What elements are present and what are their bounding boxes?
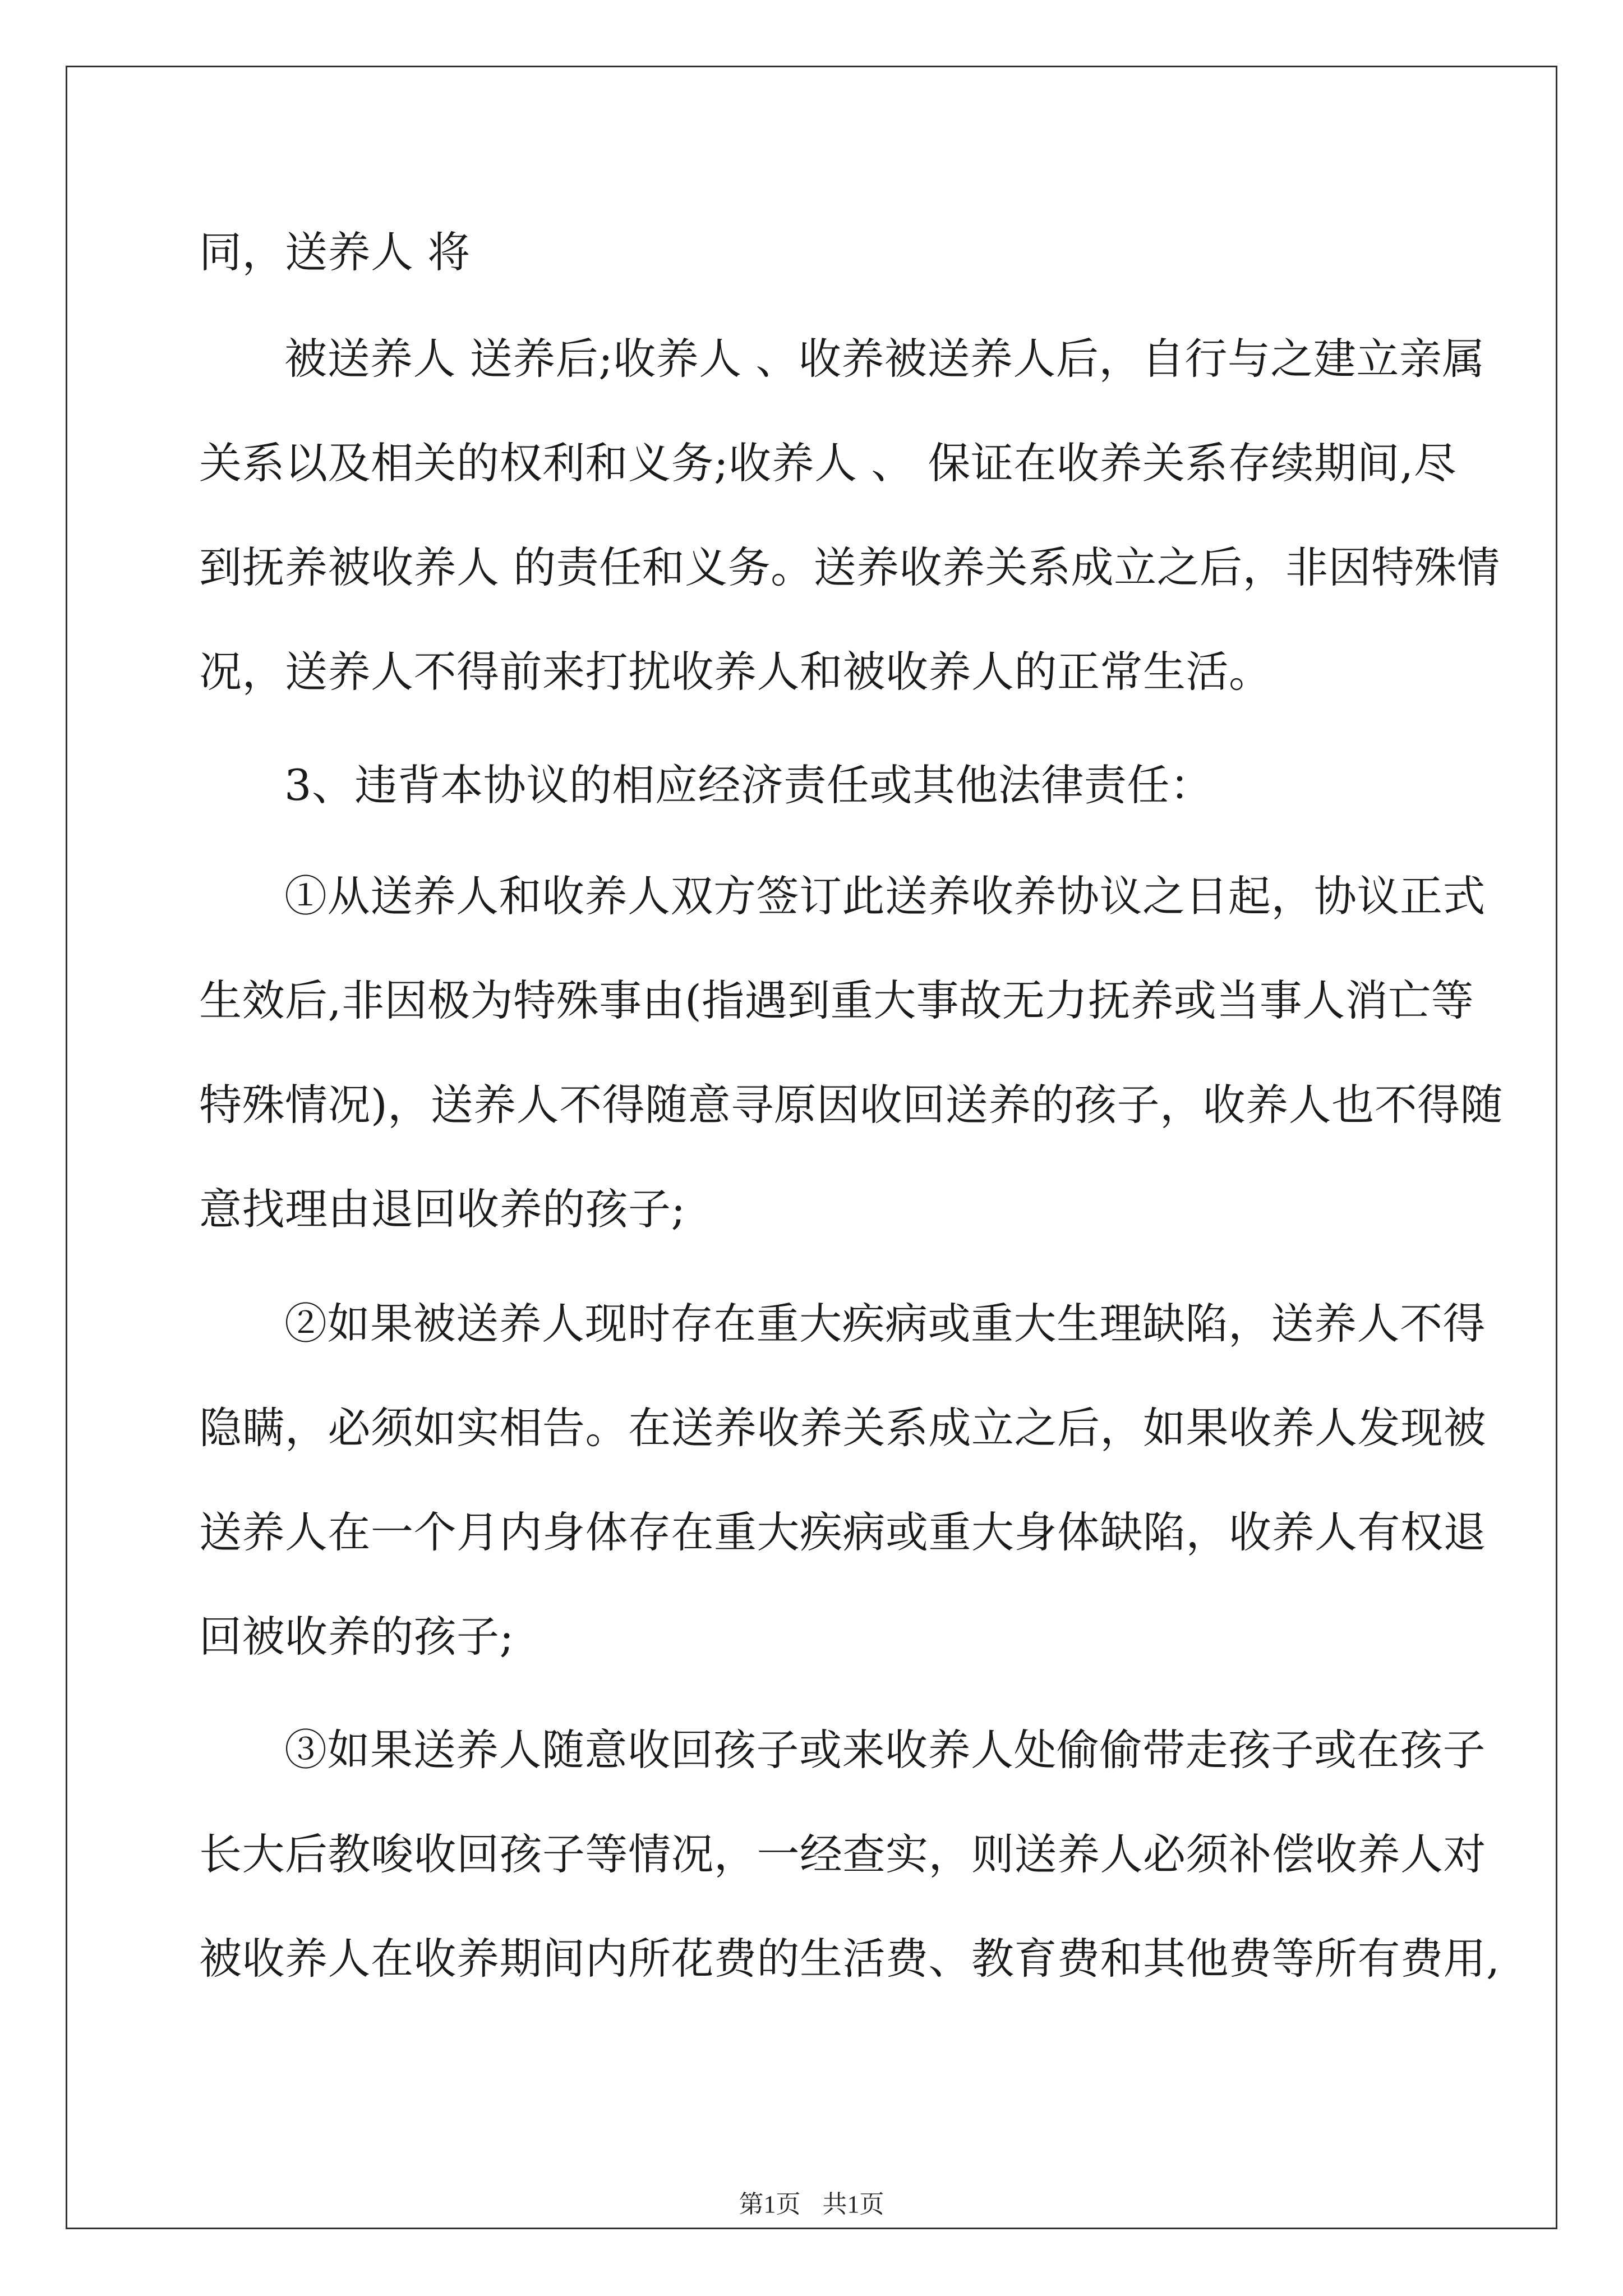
text-line: 送养人在一个月内身体存在重大疾病或重大身体缺陷，收养人有权退 (199, 1507, 1486, 1557)
text-line: 特殊情况)，送养人不得随意寻原因收回送养的孩子，收养人也不得随 (199, 1080, 1504, 1130)
text-line: 况，送养人不得前来打扰收养人和被收养人的正常生活。 (199, 647, 1272, 697)
page-number: 第1页 (739, 2191, 801, 2218)
text-line: 3、违背本协议的相应经济责任或其他法律责任： (284, 760, 1213, 810)
text-line: 意找理由退回收养的孩子; (199, 1184, 686, 1234)
text-line: 关系以及相关的权利和义务;收养人 、 保证在收养关系存续期间,尽 (199, 438, 1457, 488)
page-footer (0, 2188, 1623, 2221)
text-line: 隐瞒，必须如实相告。在送养收养关系成立之后，如果收养人发现被 (199, 1403, 1486, 1453)
text-line: 长大后教唆收回孩子等情况，一经查实，则送养人必须补偿收养人对 (199, 1829, 1486, 1879)
text-line: ②如果被送养人现时存在重大疾病或重大生理缺陷，送养人不得 (284, 1299, 1486, 1349)
text-line: 生效后,非因极为特殊事由(指遇到重大事故无力抚养或当事人消亡等 (199, 976, 1474, 1025)
text-line: 回被收养的孩子; (199, 1612, 514, 1662)
page-total: 共1页 (822, 2191, 884, 2218)
text-line: 被收养人在收养期间内所花费的生活费、教育费和其他费等所有费用, (199, 1934, 1500, 1984)
text-line: 被送养人 送养后;收养人 、收养被送养人后，自行与之建立亲属 (284, 334, 1485, 384)
text-line: 到抚养被收养人 的责任和义务。送养收养关系成立之后，非因特殊情 (199, 542, 1500, 592)
text-line: ③如果送养人随意收回孩子或来收养人处偷偷带走孩子或在孩子 (284, 1725, 1486, 1775)
text-line: ①从送养人和收养人双方签订此送养收养协议之日起，协议正式 (284, 871, 1486, 921)
text-line: 同，送养人 将 (199, 227, 471, 277)
